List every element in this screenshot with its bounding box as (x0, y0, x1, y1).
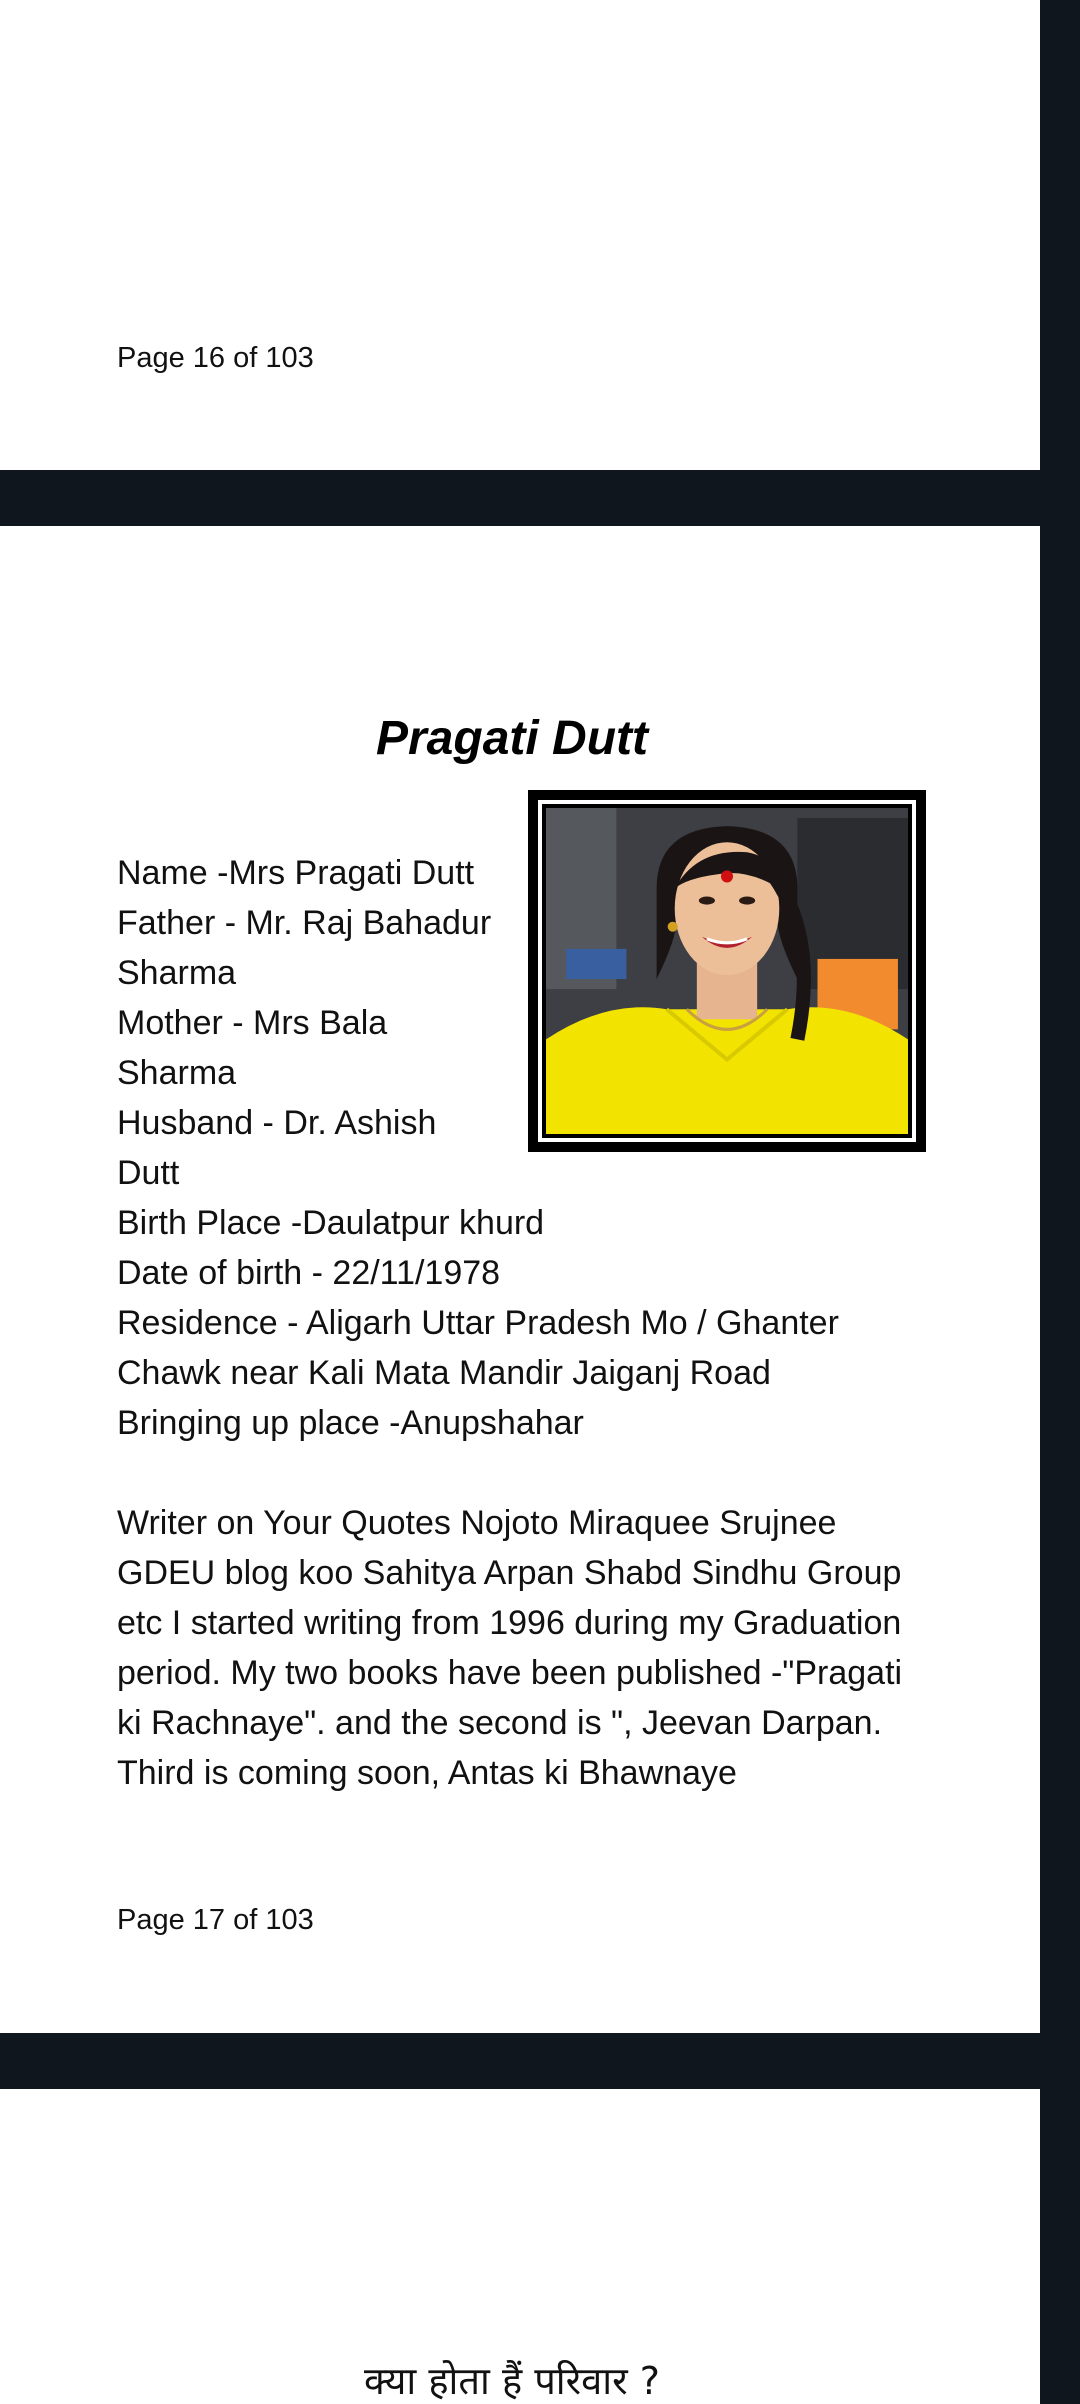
paragraph-line: ki Rachnaye". and the second is ", Jeevan Darpan. (117, 1704, 883, 1742)
page-number-label: Page 16 of 103 (117, 342, 314, 374)
page-title: Pragati Dutt (375, 712, 648, 765)
paragraph-line: GDEU blog koo Sahitya Arpan Shabd Sindhu Group (117, 1554, 902, 1592)
document-page-18 (0, 2089, 1040, 2404)
paragraph-line: period. My two books have been published -"Pragati (117, 1654, 903, 1692)
bio-line: Date of birth - 22/11/1978 (117, 1254, 501, 1292)
paragraph-line: etc I started writing from 1996 during my Graduation (117, 1604, 902, 1642)
writer-paragraph (117, 1498, 937, 1798)
bio-line: Sharma (117, 954, 237, 992)
bio-line: Birth Place -Daulatpur khurd (117, 1204, 545, 1242)
bio-line: Mother - Mrs Bala (117, 1004, 388, 1042)
bio-line: Husband - Dr. Ashish (117, 1104, 437, 1142)
document-page-17 (0, 526, 1040, 2033)
page-title: क्या होता हैं परिवार ? (364, 2359, 660, 2403)
bio-line: Name -Mrs Pragati Dutt (117, 854, 475, 892)
bio-details-narrow (117, 848, 517, 1198)
bio-details-wide (117, 1198, 937, 1448)
bio-line: Sharma (117, 1054, 237, 1092)
portrait-photo (528, 790, 926, 1152)
document-page-16 (0, 0, 1040, 470)
page-number-label: Page 17 of 103 (117, 1904, 314, 1936)
bio-line: Father - Mr. Raj Bahadur (117, 904, 492, 942)
bio-line: Chawk near Kali Mata Mandir Jaiganj Road (117, 1354, 771, 1392)
bio-line: Bringing up place -Anupshahar (117, 1404, 584, 1442)
bio-line: Residence - Aligarh Uttar Pradesh Mo / Ghanter (117, 1304, 839, 1342)
portrait-image (546, 808, 908, 1134)
paragraph-line: Third is coming soon, Antas ki Bhawnaye (117, 1754, 737, 1792)
paragraph-line: Writer on Your Quotes Nojoto Miraquee Srujnee (117, 1504, 837, 1542)
bio-line: Dutt (117, 1154, 180, 1192)
